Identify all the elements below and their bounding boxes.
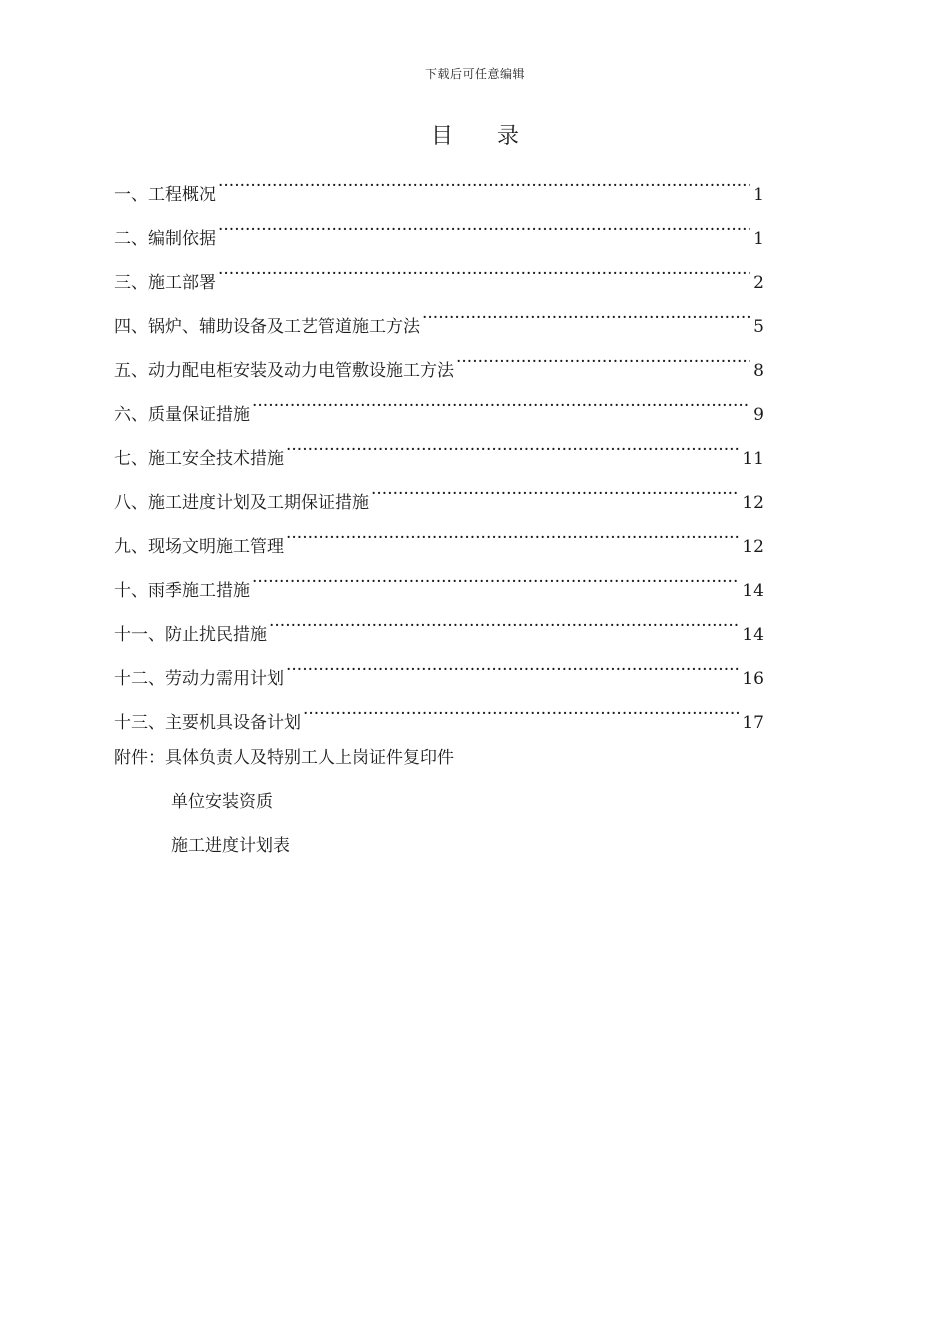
toc-entry-label: 七、施工安全技术措施 [114, 449, 284, 469]
toc-entry-label: 十二、劳动力需用计划 [114, 669, 284, 689]
toc-entry[interactable] [114, 348, 764, 392]
toc-entry-label: 五、动力配电柜安装及动力电管敷设施工方法 [114, 361, 454, 381]
toc-dot-leader [252, 392, 750, 420]
toc-dot-leader [218, 216, 750, 244]
toc-dot-leader [303, 700, 740, 728]
toc-entry-page: 16 [742, 669, 764, 689]
toc-dot-leader [456, 348, 750, 376]
toc-entry-label: 九、现场文明施工管理 [114, 537, 284, 557]
toc-dot-leader [286, 524, 740, 552]
toc-entry[interactable] [114, 304, 764, 348]
toc-entry[interactable] [114, 260, 764, 304]
toc-entry[interactable] [114, 656, 764, 700]
toc-entry-label: 十、雨季施工措施 [114, 581, 250, 601]
toc-entry-label: 十一、防止扰民措施 [114, 625, 267, 645]
toc-entry[interactable] [114, 172, 764, 216]
toc-entry[interactable] [114, 700, 764, 744]
toc-entry-page: 12 [742, 537, 764, 557]
toc-entry-label: 十三、主要机具设备计划 [114, 713, 301, 733]
toc-title: 目录 [430, 124, 563, 149]
toc-entry-page: 9 [753, 405, 764, 425]
toc-entry-label: 四、锅炉、辅助设备及工艺管道施工方法 [114, 317, 420, 337]
toc-entry-page: 12 [742, 493, 764, 513]
annex-item: 单位安装资质 [171, 792, 273, 812]
toc-entry[interactable] [114, 216, 764, 260]
toc-entry[interactable] [114, 480, 764, 524]
toc-entry-page: 11 [742, 449, 764, 469]
toc-dot-leader [286, 436, 740, 464]
toc-entry-page: 1 [753, 229, 764, 249]
annex-heading: 附件：具体负责人及特别工人上岗证件复印件 [114, 748, 454, 768]
toc-entry-page: 8 [753, 361, 764, 381]
toc-entry[interactable] [114, 436, 764, 480]
toc-dot-leader [422, 304, 750, 332]
annex-item: 施工进度计划表 [171, 836, 290, 856]
toc-dot-leader [218, 260, 750, 288]
toc-entry-page: 5 [753, 317, 764, 337]
toc-entry-label: 一、工程概况 [114, 185, 216, 205]
toc-dot-leader [252, 568, 740, 596]
toc-entry-page: 17 [742, 713, 764, 733]
toc-entry-page: 14 [742, 581, 764, 601]
toc-entry-label: 八、施工进度计划及工期保证措施 [114, 493, 369, 513]
toc-entry-label: 二、编制依据 [114, 229, 216, 249]
toc-entry[interactable] [114, 612, 764, 656]
toc-dot-leader [218, 172, 750, 200]
toc-dot-leader [371, 480, 740, 508]
toc-dot-leader [269, 612, 740, 640]
table-of-contents [114, 172, 764, 744]
toc-entry-page: 1 [753, 185, 764, 205]
toc-entry[interactable] [114, 524, 764, 568]
toc-entry-label: 三、施工部署 [114, 273, 216, 293]
toc-entry-page: 14 [742, 625, 764, 645]
header-note: 下载后可任意编辑 [424, 67, 525, 81]
toc-dot-leader [286, 656, 740, 684]
toc-entry-label: 六、质量保证措施 [114, 405, 250, 425]
toc-entry[interactable] [114, 392, 764, 436]
toc-entry[interactable] [114, 568, 764, 612]
toc-entry-page: 2 [753, 273, 764, 293]
annex-section [114, 744, 764, 876]
